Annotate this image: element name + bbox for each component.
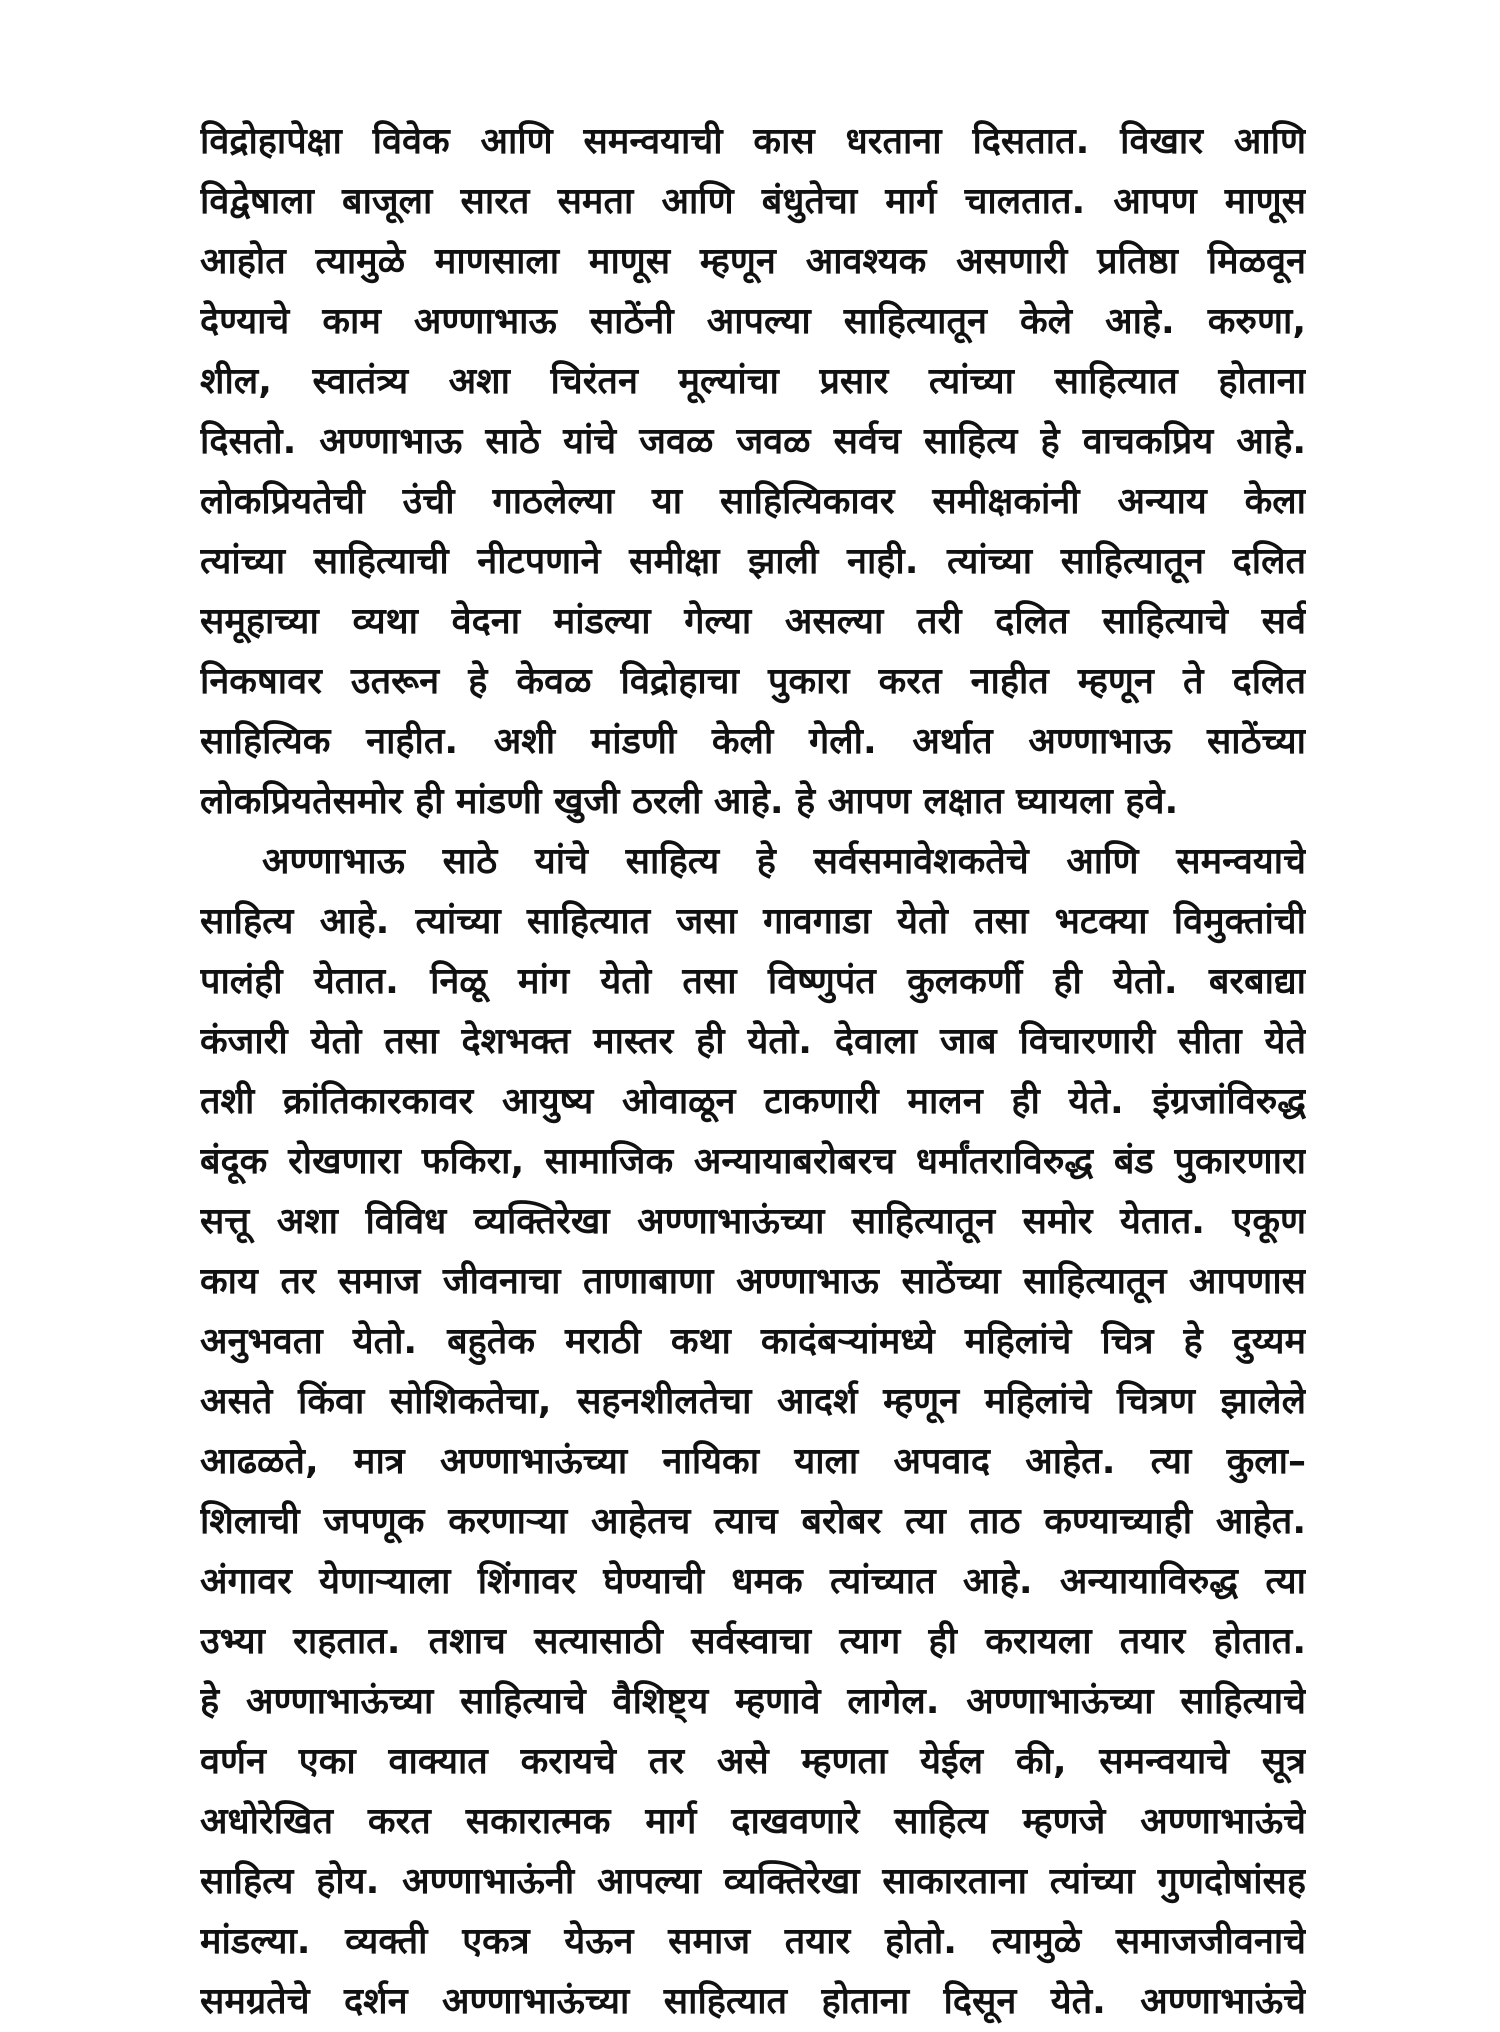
text-line: समग्रतेचे दर्शन अण्णाभाऊंच्या साहित्यात होताना दिसून येते. अण्णाभाऊंचे	[200, 1981, 1306, 2022]
text-line: निकषावर उतरून हे केवळ विद्रोहाचा पुकारा करत नाहीत म्हणून ते दलित	[200, 661, 1306, 702]
text-line: मांडल्या. व्यक्ती एकत्र येऊन समाज तयार होतो. त्यामुळे समाजजीवनाचे	[200, 1921, 1306, 1962]
text-line: शिलाची जपणूक करणाऱ्या आहेतच त्याच बरोबर त्या ताठ कण्याच्याही आहेत.	[200, 1501, 1306, 1542]
text-line: काय तर समाज जीवनाचा ताणाबाणा अण्णाभाऊ साठेंच्या साहित्यातून आपणास	[200, 1261, 1306, 1302]
body-text	[200, 112, 1306, 2032]
text-line: त्यांच्या साहित्याची नीटपणाने समीक्षा झाली नाही. त्यांच्या साहित्यातून दलित	[200, 541, 1306, 582]
text-line: शील, स्वातंत्र्य अशा चिरंतन मूल्यांचा प्रसार त्यांच्या साहित्यात होताना	[200, 361, 1306, 402]
paragraph-start-line: अण्णाभाऊ साठे यांचे साहित्य हे सर्वसमावेशकतेचे आणि समन्वयाचे	[262, 841, 1306, 882]
text-line: विद्रोहापेक्षा विवेक आणि समन्वयाची कास धरताना दिसतात. विखार आणि	[200, 121, 1306, 162]
text-line: हे अण्णाभाऊंच्या साहित्याचे वैशिष्ट्य म्हणावे लागेल. अण्णाभाऊंच्या साहित्याचे	[200, 1681, 1306, 1722]
text-line: अंगावर येणाऱ्याला शिंगावर घेण्याची धमक त्यांच्यात आहे. अन्यायाविरुद्ध त्या	[200, 1561, 1306, 1602]
text-line: दिसतो. अण्णाभाऊ साठे यांचे जवळ जवळ सर्वच साहित्य हे वाचकप्रिय आहे.	[200, 421, 1306, 462]
text-line: विद्वेषाला बाजूला सारत समता आणि बंधुतेचा मार्ग चालतात. आपण माणूस	[200, 181, 1306, 222]
paragraph-end-line: लोकप्रियतेसमोर ही मांडणी खुजी ठरली आहे. हे आपण लक्षात घ्यायला हवे.	[200, 781, 1179, 822]
text-line: साहित्य आहे. त्यांच्या साहित्यात जसा गावगाडा येतो तसा भटक्या विमुक्तांची	[200, 901, 1306, 942]
text-line: तशी क्रांतिकारकावर आयुष्य ओवाळून टाकणारी मालन ही येते. इंग्रजांविरुद्ध	[200, 1081, 1306, 1122]
text-line: अधोरेखित करत सकारात्मक मार्ग दाखवणारे साहित्य म्हणजे अण्णाभाऊंचे	[200, 1801, 1306, 1842]
text-line: आढळते, मात्र अण्णाभाऊंच्या नायिका याला अपवाद आहेत. त्या कुला–	[200, 1441, 1306, 1482]
text-line: सत्तू अशा विविध व्यक्तिरेखा अण्णाभाऊंच्या साहित्यातून समोर येतात. एकूण	[200, 1201, 1306, 1242]
text-line: असते किंवा सोशिकतेचा, सहनशीलतेचा आदर्श म्हणून महिलांचे चित्रण झालेले	[200, 1381, 1306, 1422]
text-line: देण्याचे काम अण्णाभाऊ साठेंनी आपल्या साहित्यातून केले आहे. करुणा,	[200, 301, 1306, 342]
text-line: साहित्य होय. अण्णाभाऊंनी आपल्या व्यक्तिरेखा साकारताना त्यांच्या गुणदोषांसह	[200, 1861, 1306, 1902]
text-line: उभ्या राहतात. तशाच सत्यासाठी सर्वस्वाचा त्याग ही करायला तयार होतात.	[200, 1621, 1306, 1662]
text-line: आहोत त्यामुळे माणसाला माणूस म्हणून आवश्यक असणारी प्रतिष्ठा मिळवून	[200, 241, 1306, 282]
text-line: अनुभवता येतो. बहुतेक मराठी कथा कादंबऱ्यांमध्ये महिलांचे चित्र हे दुय्यम	[200, 1321, 1306, 1362]
text-line: लोकप्रियतेची उंची गाठलेल्या या साहित्यिकावर समीक्षकांनी अन्याय केला	[200, 481, 1306, 522]
text-line: पालंही येतात. निळू मांग येतो तसा विष्णुपंत कुलकर्णी ही येतो. बरबाद्या	[200, 961, 1306, 1002]
text-line: बंदूक रोखणारा फकिरा, सामाजिक अन्यायाबरोबरच धर्मांतराविरुद्ध बंड पुकारणारा	[200, 1141, 1306, 1182]
text-line: वर्णन एका वाक्यात करायचे तर असे म्हणता येईल की, समन्वयाचे सूत्र	[200, 1741, 1306, 1782]
text-line: कंजारी येतो तसा देशभक्त मास्तर ही येतो. देवाला जाब विचारणारी सीता येते	[200, 1021, 1306, 1062]
text-line: साहित्यिक नाहीत. अशी मांडणी केली गेली. अर्थात अण्णाभाऊ साठेंच्या	[200, 721, 1306, 762]
text-line: समूहाच्या व्यथा वेदना मांडल्या गेल्या असल्या तरी दलित साहित्याचे सर्व	[200, 601, 1306, 642]
